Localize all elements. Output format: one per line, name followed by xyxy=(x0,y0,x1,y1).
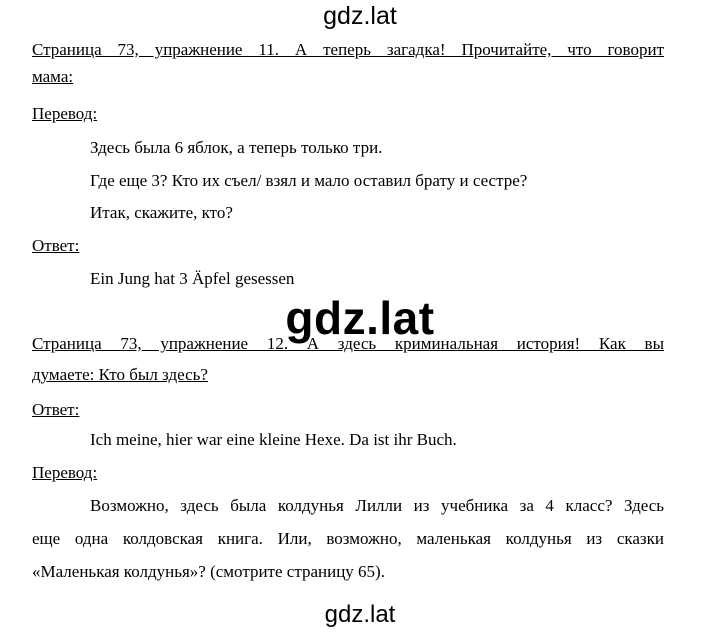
watermark-middle: gdz.lat xyxy=(285,292,435,344)
exercise-12-translation-label: Перевод: xyxy=(32,463,98,482)
exercise-12-heading-line-1: Страница 73, упражнение 12. А здесь криминальная история! Как вы xyxy=(32,334,664,353)
exercise-11-answer-text: Ein Jung hat 3 Äpfel gesessen xyxy=(90,269,295,288)
exercise-11-answer-label: Ответ: xyxy=(32,236,80,255)
exercise-12-answer-text: Ich meine, hier war eine kleine Hexe. Da ist ihr Buch. xyxy=(90,430,457,449)
watermark-bottom: gdz.lat xyxy=(324,601,396,628)
exercise-12-translation-line-1: Возможно, здесь была колдунья Лилли из учебника за 4 класс? Здесь xyxy=(90,496,664,515)
exercise-12-translation-line-3: «Маленькая колдунья»? (смотрите страницу 65). xyxy=(32,562,385,581)
exercise-12-answer-label: Ответ: xyxy=(32,400,80,419)
exercise-11-heading-line-2: мама: xyxy=(32,67,74,86)
exercise-12-translation-line-2: еще одна колдовская книга. Или, возможно, маленькая колдунья из сказки xyxy=(32,529,664,548)
exercise-11-translation-line-2: Где еще 3? Кто их съел/ взял и мало оставил брату и сестре? xyxy=(90,171,528,190)
exercise-11-translation-label: Перевод: xyxy=(32,104,98,123)
exercise-12-heading-line-2: думаете: Кто был здесь? xyxy=(32,365,208,384)
exercise-11-translation-line-3: Итак, скажите, кто? xyxy=(90,203,233,222)
exercise-11-heading-line-1: Страница 73, упражнение 11. А теперь загадка! Прочитайте, что говорит xyxy=(32,40,664,59)
exercise-11-translation-line-1: Здесь была 6 яблок, а теперь только три. xyxy=(90,138,383,157)
watermark-top: gdz.lat xyxy=(323,2,397,30)
